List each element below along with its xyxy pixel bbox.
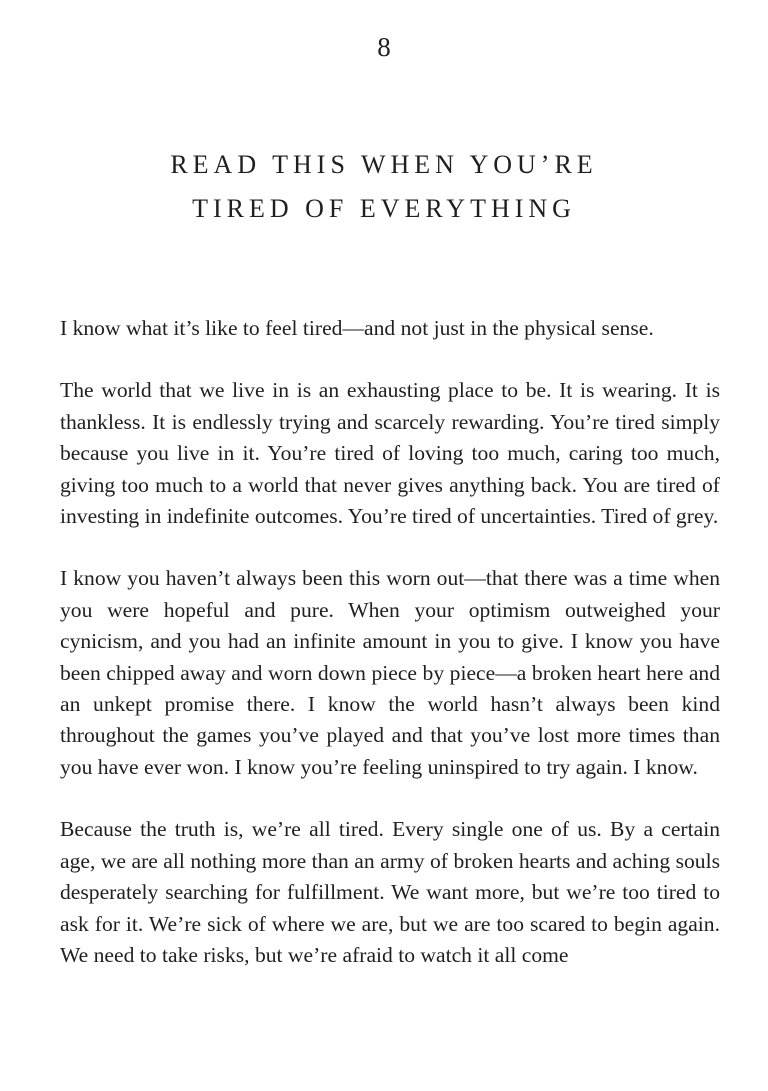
page-number: 8: [377, 32, 391, 62]
chapter-title-line-1: READ THIS WHEN YOU’RE: [170, 150, 598, 179]
paragraph-2: The world that we live in is an exhausting place to be. It is wearing. It is thankless. It is endlessly trying and scarcely rewarding. You’re tired simply because you live in it. You’re tired of loving too much, caring too much, giving too much to a world that never gives anything back. You are tired of investing in indefinite outcomes. You’re tired of uncertainties. Tired of grey.: [60, 378, 720, 529]
paragraph-1: I know what it’s like to feel tired—and not just in the physical sense.: [60, 316, 654, 340]
paragraph-4: Because the truth is, we’re all tired. Every single one of us. By a certain age, we are all nothing more than an army of broken hearts and aching souls desperately searching for fulfillment. We want more, but we’re too tired to ask for it. We’re sick of where we are, but we are too scared to begin again. We need to take risks, but we’re afraid to watch it all come: [60, 817, 720, 967]
body-text: [60, 313, 720, 1002]
paragraph-3: I know you haven’t always been this worn out—that there was a time when you were hopeful and pure. When your optimism outweighed your cynicism, and you had an infinite amount in you to give. I know you have been chipped away and worn down piece by piece—a broken heart here and an unkept promise there. I know the world hasn’t always been kind throughout the games you’ve played and that you’ve lost more times than you have ever won. I know you’re feeling uninspired to try again. I know.: [60, 566, 720, 779]
chapter-title: [0, 143, 768, 231]
chapter-title-line-2: TIRED OF EVERYTHING: [192, 194, 576, 223]
